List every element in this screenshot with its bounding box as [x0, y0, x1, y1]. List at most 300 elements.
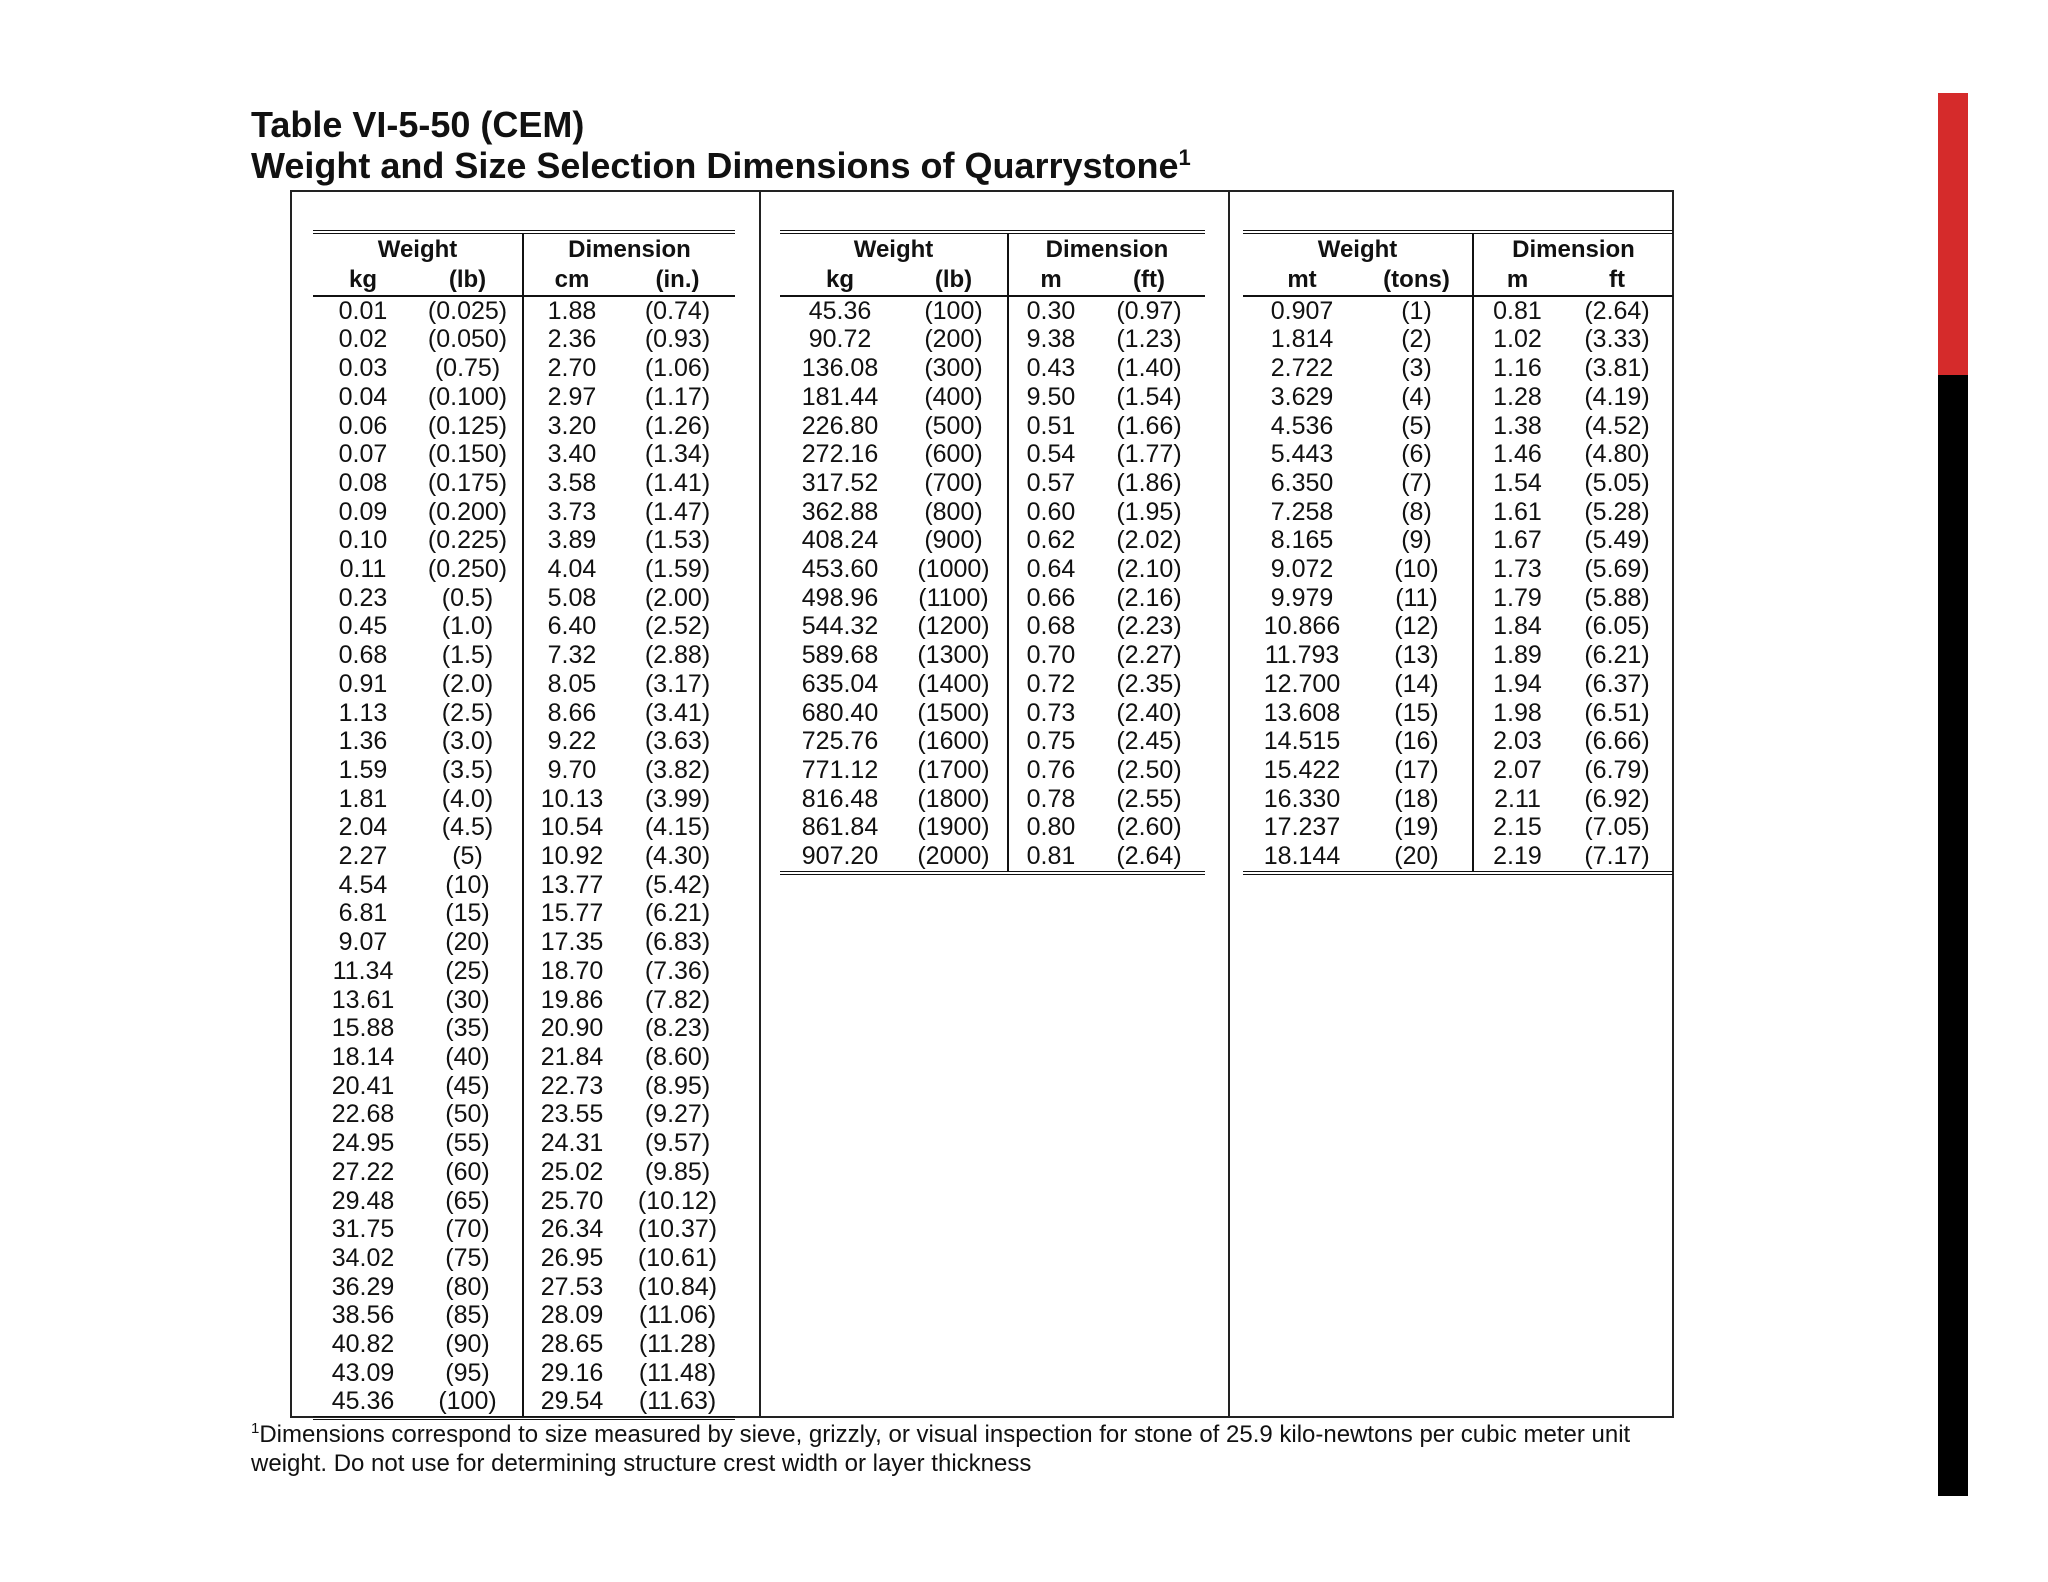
table-row: [313, 1273, 735, 1302]
table-cell: 1.54: [1493, 468, 1542, 497]
table-row: [1243, 612, 1673, 641]
table-cell: (50): [413, 1100, 523, 1129]
sub-table-large-stone: [1243, 230, 1673, 875]
table-row: [1243, 842, 1673, 871]
table-cell: (2.40): [1116, 698, 1182, 727]
table-cell: 10.54: [540, 813, 604, 842]
table-cell: (0.225): [413, 526, 523, 555]
table-cell: 8.66: [547, 698, 597, 727]
table-cell: 3.20: [547, 411, 597, 440]
table-row: [313, 1330, 735, 1359]
table-cell: 24.31: [540, 1129, 604, 1158]
dimension-group-header: Dimension: [568, 236, 691, 263]
table-cell: 0.01: [338, 296, 388, 325]
table-cell: 1.73: [1493, 555, 1542, 584]
table-cell: (6.79): [1584, 755, 1650, 784]
table-cell: (800): [900, 498, 1008, 527]
table-cell: 23.55: [540, 1100, 604, 1129]
table-cell: 1.61: [1493, 497, 1542, 526]
table-cell: 0.54: [1026, 440, 1076, 469]
table-cell: 17.35: [540, 928, 604, 957]
table-cell: (1600): [900, 727, 1008, 756]
table-cell: (100): [900, 296, 1008, 326]
table-cell: 680.40: [801, 698, 879, 727]
table-cell: (85): [413, 1301, 523, 1330]
table-cell: (9.85): [644, 1157, 711, 1186]
table-row: [780, 354, 1205, 383]
table-cell: (5.28): [1584, 497, 1650, 526]
table-cell: (2.52): [644, 612, 711, 641]
table-cell: 8.05: [547, 669, 597, 698]
table-cell: (4.15): [644, 813, 711, 842]
table-cell: (2.35): [1116, 669, 1182, 698]
table-row: [1243, 555, 1673, 584]
table-cell: 11.793: [1264, 641, 1340, 670]
table-row: [1243, 584, 1673, 613]
table-row: [1243, 641, 1673, 670]
table-cell: (16): [1361, 727, 1473, 756]
table-cell: 0.64: [1026, 555, 1076, 584]
table-cell: (0.74): [644, 296, 711, 325]
sub-table-small-stone: [313, 230, 735, 1420]
table-row: [1243, 785, 1673, 814]
table-cell: 31.75: [331, 1215, 395, 1244]
table-cell: (1.59): [644, 555, 711, 584]
table-row: [780, 440, 1205, 469]
sub-table-medium-stone: [780, 230, 1205, 875]
table-row: [780, 325, 1205, 354]
table-cell: 9.979: [1270, 583, 1334, 612]
table-cell: 0.70: [1026, 641, 1076, 670]
table-cell: 27.22: [331, 1157, 395, 1186]
table-cell: 3.40: [547, 440, 597, 469]
table-cell: (6.05): [1584, 612, 1650, 641]
table-cell: (18): [1361, 785, 1473, 814]
table-cell: 0.30: [1026, 296, 1076, 325]
table-cell: (15): [1361, 699, 1473, 728]
table-cell: (0.150): [413, 440, 523, 469]
table-cell: 0.11: [339, 555, 387, 584]
table-cell: 0.06: [338, 411, 388, 440]
table-cell: 20.90: [540, 1014, 604, 1043]
table-cell: 2.97: [547, 382, 597, 411]
table-row: [313, 412, 735, 441]
table-cell: (13): [1361, 641, 1473, 670]
table-cell: 9.072: [1270, 555, 1334, 584]
table-row: [780, 785, 1205, 814]
table-cell: 1.98: [1493, 698, 1542, 727]
table-cell: (5.05): [1584, 468, 1650, 497]
table-cell: (17): [1361, 756, 1473, 785]
table-cell: 25.02: [540, 1157, 604, 1186]
table-row: [313, 871, 735, 900]
table-row: [313, 498, 735, 527]
table-row: [313, 785, 735, 814]
table-row: [780, 641, 1205, 670]
table-cell: 13.608: [1263, 698, 1341, 727]
footnote-marker: 1: [251, 1420, 260, 1437]
table-cell: (2.64): [1116, 842, 1182, 871]
table-row: [780, 383, 1205, 412]
table-cell: 4.536: [1270, 411, 1334, 440]
table-row: [1243, 354, 1673, 383]
table-cell: (2.50): [1116, 755, 1182, 784]
table-cell: (5): [1361, 412, 1473, 441]
table-cell: (1.0): [413, 612, 523, 641]
table-cell: (500): [900, 412, 1008, 441]
column-divider: [1228, 190, 1230, 1418]
table-cell: 1.79: [1493, 583, 1542, 612]
table-cell: 1.88: [547, 296, 597, 325]
table-cell: 21.84: [540, 1042, 604, 1071]
table-row: [313, 1043, 735, 1072]
dimension-group-header: Dimension: [1512, 236, 1635, 263]
table-cell: (0.75): [413, 354, 523, 383]
table-cell: (2.23): [1116, 612, 1182, 641]
table-row: [780, 584, 1205, 613]
table-cell: (0.100): [413, 383, 523, 412]
table-row: [313, 383, 735, 412]
table-row: [313, 1129, 735, 1158]
table-cell: (65): [413, 1187, 523, 1216]
data-table: [313, 234, 735, 1416]
table-cell: 408.24: [801, 526, 879, 555]
table-cell: 0.73: [1026, 698, 1076, 727]
table-cell: 25.70: [540, 1186, 604, 1215]
table-cell: 0.78: [1026, 784, 1076, 813]
table-cell: (1.41): [644, 468, 711, 497]
table-row: [1243, 440, 1673, 469]
table-cell: (1900): [900, 813, 1008, 842]
table-cell: 0.57: [1026, 468, 1076, 497]
table-cell: (1.17): [644, 382, 711, 411]
table-cell: 725.76: [801, 727, 879, 756]
table-cell: 14.515: [1263, 727, 1341, 756]
table-cell: (2000): [900, 842, 1008, 871]
table-cell: (20): [1361, 842, 1473, 871]
table-cell: (8.23): [644, 1014, 711, 1043]
table-row: [313, 699, 735, 728]
table-cell: 362.88: [801, 497, 879, 526]
table-cell: (11.48): [638, 1358, 717, 1387]
table-cell: 4.04: [547, 555, 597, 584]
table-cell: (3): [1361, 354, 1473, 383]
table-cell: 10.92: [540, 842, 604, 871]
table-cell: (900): [900, 526, 1008, 555]
table-cell: (9.57): [644, 1129, 711, 1158]
table-cell: (3.82): [644, 755, 711, 784]
table-cell: (5): [413, 842, 523, 871]
table-cell: 136.08: [801, 354, 879, 383]
table-row: [780, 756, 1205, 785]
table-cell: 907.20: [801, 842, 879, 871]
table-cell: 498.96: [801, 583, 879, 612]
table-cell: 28.09: [540, 1301, 604, 1330]
table-cell: 3.73: [547, 497, 597, 526]
data-table: [780, 234, 1205, 871]
table-cell: (1.06): [644, 354, 711, 383]
table-row: [780, 555, 1205, 584]
unit-header: (ft): [1093, 266, 1205, 296]
table-cell: 28.65: [540, 1330, 604, 1359]
table-row: [313, 1387, 735, 1416]
table-cell: 1.814: [1270, 325, 1334, 354]
table-cell: 0.76: [1026, 755, 1076, 784]
table-row: [1243, 469, 1673, 498]
table-cell: (1.47): [644, 497, 711, 526]
table-cell: (10.12): [637, 1186, 718, 1215]
table-row: [780, 813, 1205, 842]
table-row: [313, 555, 735, 584]
table-cell: 1.02: [1493, 325, 1542, 354]
table-cell: (70): [413, 1215, 523, 1244]
table-cell: (3.41): [644, 698, 711, 727]
table-cell: 2.03: [1493, 727, 1542, 756]
table-cell: 19.86: [540, 985, 604, 1014]
table-cell: 45.36: [331, 1387, 395, 1416]
table-cell: 0.91: [338, 669, 388, 698]
table-row: [313, 325, 735, 354]
table-cell: 5.08: [547, 583, 597, 612]
table-cell: 226.80: [801, 411, 879, 440]
table-cell: 36.29: [331, 1272, 395, 1301]
unit-header: ft: [1561, 266, 1673, 296]
table-cell: 816.48: [801, 784, 879, 813]
table-row: [313, 1158, 735, 1187]
footnote: [251, 1420, 1711, 1478]
table-cell: (1400): [900, 670, 1008, 699]
table-row: [780, 842, 1205, 871]
table-cell: 0.04: [338, 382, 388, 411]
table-cell: 3.629: [1270, 382, 1334, 411]
table-cell: 90.72: [808, 325, 872, 354]
table-cell: (7.05): [1584, 813, 1650, 842]
table-row: [1243, 296, 1673, 326]
table-cell: 17.237: [1263, 813, 1341, 842]
table-cell: 3.89: [547, 526, 597, 555]
table-cell: 1.36: [338, 727, 388, 756]
table-cell: (1.34): [644, 440, 711, 469]
table-cell: (6): [1361, 440, 1473, 469]
table-cell: 18.144: [1263, 842, 1341, 871]
table-cell: (3.63): [644, 727, 711, 756]
table-cell: (100): [413, 1387, 523, 1416]
table-cell: (6.51): [1584, 698, 1650, 727]
table-cell: (400): [900, 383, 1008, 412]
table-cell: 181.44: [801, 382, 879, 411]
table-row: [780, 727, 1205, 756]
table-cell: (7.17): [1584, 842, 1650, 871]
table-cell: 4.54: [338, 870, 388, 899]
table-row: [313, 986, 735, 1015]
table-cell: 1.67: [1493, 526, 1542, 555]
table-cell: (8.60): [644, 1042, 711, 1071]
table-cell: 9.38: [1026, 325, 1076, 354]
table-cell: 26.95: [540, 1243, 604, 1272]
table-cell: 0.03: [338, 354, 388, 383]
table-cell: (1000): [900, 555, 1008, 584]
table-cell: (2.45): [1116, 727, 1182, 756]
table-row: [313, 899, 735, 928]
table-cell: 2.27: [338, 842, 388, 871]
table-cell: (0.175): [413, 469, 523, 498]
table-cell: (4.30): [644, 842, 711, 871]
table-cell: (6.21): [1584, 641, 1650, 670]
table-cell: (6.92): [1584, 784, 1650, 813]
table-cell: (200): [900, 325, 1008, 354]
table-cell: (12): [1361, 612, 1473, 641]
table-cell: (1500): [900, 699, 1008, 728]
table-subtitle-text: Weight and Size Selection Dimensions of Quarrystone: [251, 145, 1179, 186]
table-cell: (80): [413, 1273, 523, 1302]
table-cell: 1.94: [1493, 669, 1542, 698]
table-cell: (4.52): [1584, 411, 1650, 440]
table-cell: 2.722: [1270, 354, 1334, 383]
table-cell: 2.07: [1493, 755, 1542, 784]
table-row: [313, 354, 735, 383]
unit-header: m: [1008, 266, 1093, 296]
table-cell: (10.61): [637, 1243, 718, 1272]
table-row: [313, 1072, 735, 1101]
table-cell: (1100): [900, 584, 1008, 613]
table-cell: (9): [1361, 526, 1473, 555]
table-cell: 0.51: [1026, 411, 1076, 440]
table-cell: 0.10: [338, 526, 388, 555]
table-cell: 12.700: [1263, 669, 1341, 698]
table-row: [780, 526, 1205, 555]
footnote-text: Dimensions correspond to size measured by sieve, grizzly, or visual inspection for stone of 25.9 kilo-newtons per cubic meter unit weight. Do not use for determining structure crest width or layer thickness: [251, 1421, 1631, 1477]
table-row: [313, 842, 735, 871]
table-cell: (95): [413, 1359, 523, 1388]
table-cell: (6.83): [644, 928, 711, 957]
table-row: [313, 1187, 735, 1216]
unit-header: mt: [1243, 266, 1361, 296]
table-cell: (1.5): [413, 641, 523, 670]
table-cell: 22.73: [540, 1071, 604, 1100]
unit-header: (lb): [900, 266, 1008, 296]
table-cell: 13.61: [331, 985, 395, 1014]
table-cell: (1.66): [1116, 411, 1182, 440]
table-cell: (2.27): [1116, 641, 1182, 670]
group-header-row: [313, 234, 735, 266]
table-cell: 10.13: [540, 784, 604, 813]
table-cell: 15.77: [540, 899, 604, 928]
table-cell: 26.34: [540, 1215, 604, 1244]
table-cell: 20.41: [331, 1071, 395, 1100]
table-cell: 15.422: [1263, 755, 1341, 784]
table-cell: 1.46: [1493, 440, 1542, 469]
table-cell: (60): [413, 1158, 523, 1187]
table-cell: 9.50: [1026, 382, 1076, 411]
table-cell: (0.025): [413, 296, 523, 326]
group-header-row: [1243, 234, 1673, 266]
unit-header-row: [1243, 266, 1673, 296]
table-cell: 45.36: [808, 296, 872, 325]
table-cell: (3.17): [644, 669, 711, 698]
table-cell: 10.866: [1263, 612, 1341, 641]
table-cell: (6.21): [644, 899, 711, 928]
table-cell: 1.28: [1493, 382, 1542, 411]
table-cell: 317.52: [801, 468, 879, 497]
table-cell: (0.250): [413, 555, 523, 584]
table-cell: 24.95: [331, 1129, 395, 1158]
table-row: [1243, 498, 1673, 527]
table-cell: 544.32: [801, 612, 879, 641]
table-cell: (1800): [900, 785, 1008, 814]
table-cell: (2): [1361, 325, 1473, 354]
table-cell: 1.81: [338, 784, 388, 813]
table-cell: 34.02: [331, 1243, 395, 1272]
table-cell: (4.5): [413, 813, 523, 842]
table-cell: 2.11: [1494, 784, 1541, 813]
table-cell: (2.55): [1116, 784, 1182, 813]
table-cell: 0.23: [338, 583, 388, 612]
table-cell: (600): [900, 440, 1008, 469]
table-cell: (1.95): [1116, 497, 1182, 526]
table-row: [313, 756, 735, 785]
table-cell: (2.64): [1584, 296, 1650, 325]
table-cell: (10): [1361, 555, 1473, 584]
table-cell: (11.28): [638, 1330, 717, 1359]
weight-group-header: Weight: [780, 234, 1008, 266]
table-cell: 2.36: [547, 325, 597, 354]
table-cell: (1.53): [644, 526, 711, 555]
table-cell: 0.80: [1026, 813, 1076, 842]
unit-header: (tons): [1361, 266, 1473, 296]
table-row: [780, 412, 1205, 441]
table-row: [313, 1244, 735, 1273]
table-cell: 40.82: [331, 1330, 395, 1359]
table-row: [1243, 383, 1673, 412]
table-cell: 18.70: [540, 956, 604, 985]
table-cell: (11.63): [638, 1387, 717, 1416]
table-cell: 0.907: [1270, 296, 1334, 325]
table-cell: 0.62: [1026, 526, 1076, 555]
table-cell: (45): [413, 1072, 523, 1101]
unit-header: (in.): [620, 266, 735, 296]
table-cell: (6.37): [1584, 669, 1650, 698]
table-cell: (3.0): [413, 727, 523, 756]
table-row: [1243, 727, 1673, 756]
table-cell: 8.165: [1270, 526, 1334, 555]
table-cell: 0.60: [1026, 497, 1076, 526]
table-cell: (1.86): [1116, 468, 1182, 497]
table-cell: (0.5): [413, 584, 523, 613]
table-cell: (2.5): [413, 699, 523, 728]
table-row: [313, 1359, 735, 1388]
table-row: [1243, 526, 1673, 555]
column-divider: [759, 190, 761, 1418]
table-cell: 453.60: [801, 555, 879, 584]
table-cell: (4.19): [1584, 382, 1650, 411]
table-row: [313, 813, 735, 842]
table-cell: (11.06): [638, 1301, 717, 1330]
table-cell: (30): [413, 986, 523, 1015]
table-cell: (14): [1361, 670, 1473, 699]
table-row: [313, 1014, 735, 1043]
table-cell: (1.77): [1116, 440, 1182, 469]
table-row: [780, 469, 1205, 498]
table-row: [313, 526, 735, 555]
table-cell: 9.70: [547, 755, 597, 784]
table-cell: (5.88): [1584, 583, 1650, 612]
table-cell: 635.04: [801, 669, 879, 698]
table-cell: 2.19: [1493, 842, 1542, 871]
table-cell: (1.26): [644, 411, 711, 440]
table-cell: 11.34: [332, 956, 394, 985]
table-cell: 861.84: [801, 813, 879, 842]
table-cell: (3.33): [1584, 325, 1650, 354]
